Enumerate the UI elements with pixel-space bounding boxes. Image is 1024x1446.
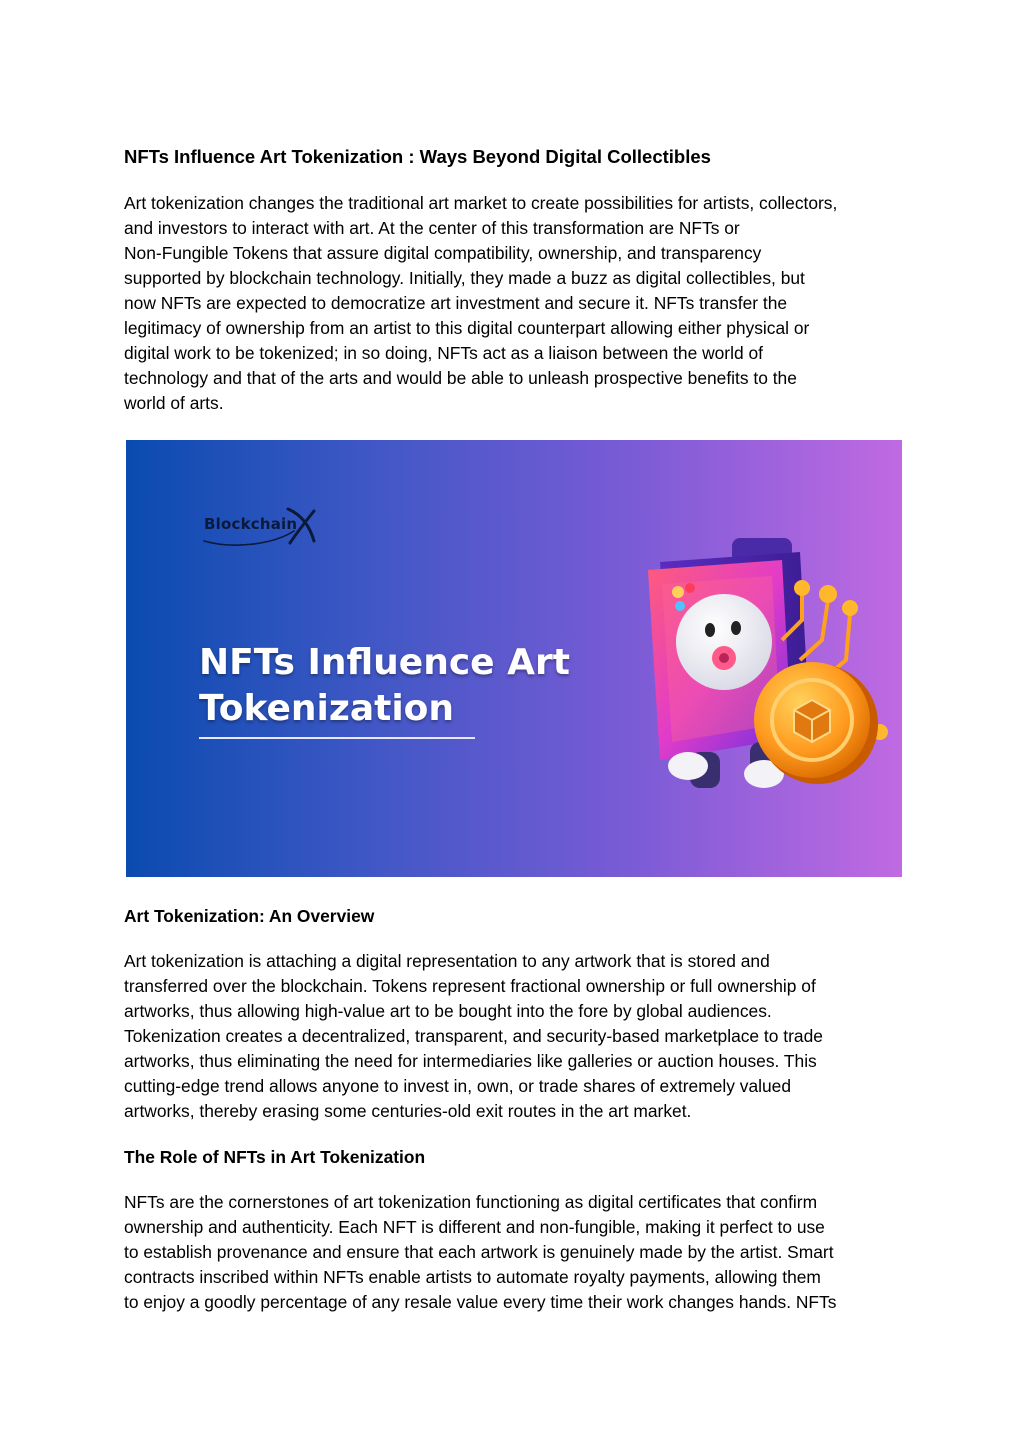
- banner-image: [126, 440, 902, 877]
- text-line: world of arts.: [124, 393, 224, 413]
- section-paragraph-overview: [124, 949, 904, 1124]
- text-line: artworks, thus eliminating the need for intermediaries like galleries or auction houses. This: [124, 1051, 817, 1071]
- text-line: artworks, thereby erasing some centuries-old exit routes in the art market.: [124, 1101, 692, 1121]
- brand-logo: [202, 505, 322, 549]
- text-line: legitimacy of ownership from an artist to this digital counterpart allowing either physical or: [124, 318, 810, 338]
- text-line: technology and that of the arts and would be able to unleash prospective benefits to the: [124, 368, 797, 388]
- text-line: NFTs are the cornerstones of art tokenization functioning as digital certificates that confirm: [124, 1192, 818, 1212]
- banner-divider: [199, 737, 475, 739]
- brand-name: Blockchain: [204, 515, 298, 533]
- text-line: Non-Fungible Tokens that assure digital compatibility, ownership, and transparency: [124, 243, 762, 263]
- text-line: cutting-edge trend allows anyone to invest in, own, or trade shares of extremely valued: [124, 1076, 792, 1096]
- document-title: NFTs Influence Art Tokenization : Ways Beyond Digital Collectibles: [124, 146, 711, 167]
- text-line: contracts inscribed within NFTs enable artists to automate royalty payments, allowing them: [124, 1267, 821, 1287]
- text-line: now NFTs are expected to democratize art investment and secure it. NFTs transfer the: [124, 293, 788, 313]
- section-heading-overview: Art Tokenization: An Overview: [124, 906, 375, 926]
- text-line: Art tokenization is attaching a digital representation to any artwork that is stored and: [124, 951, 770, 971]
- text-line: to establish provenance and ensure that each artwork is genuinely made by the artist. Smart: [124, 1242, 834, 1262]
- section-paragraph-role-of-nfts: [124, 1190, 904, 1315]
- nft-character-illustration-icon: [632, 530, 902, 820]
- banner-title-line: Tokenization: [199, 688, 455, 729]
- text-line: digital work to be tokenized; in so doing, NFTs act as a liaison between the world of: [124, 343, 763, 363]
- text-line: Art tokenization changes the traditional art market to create possibilities for artists, collectors,: [124, 193, 838, 213]
- text-line: artworks, thus allowing high-value art to be bought into the fore by global audiences.: [124, 1001, 772, 1021]
- text-line: to enjoy a goodly percentage of any resale value every time their work changes hands. NFTs: [124, 1292, 837, 1312]
- text-line: and investors to interact with art. At the center of this transformation are NFTs or: [124, 218, 740, 238]
- text-line: ownership and authenticity. Each NFT is different and non-fungible, making it perfect to use: [124, 1217, 825, 1237]
- intro-paragraph: [124, 191, 904, 416]
- text-line: supported by blockchain technology. Initially, they made a buzz as digital collectibles, but: [124, 268, 805, 288]
- banner-title-line: NFTs Influence Art: [199, 642, 570, 683]
- banner-title: [199, 640, 570, 732]
- section-heading-role-of-nfts: The Role of NFTs in Art Tokenization: [124, 1147, 426, 1167]
- text-line: transferred over the blockchain. Tokens represent fractional ownership or full ownership of: [124, 976, 816, 996]
- text-line: Tokenization creates a decentralized, transparent, and security-based marketplace to trade: [124, 1026, 823, 1046]
